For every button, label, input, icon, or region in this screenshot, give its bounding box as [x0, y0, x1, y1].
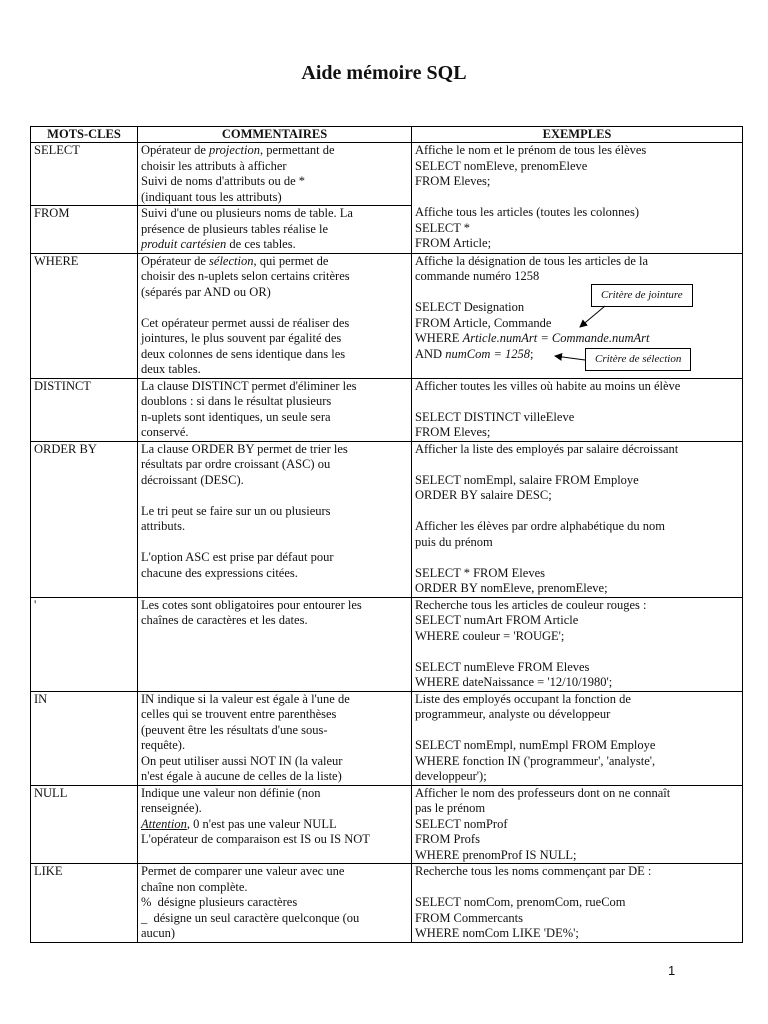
example-quote [412, 597, 743, 691]
comment-line: celles qui se trouvent entre parenthèses [141, 707, 337, 721]
example-text: AND [415, 346, 446, 361]
example-line: SELECT nomProf [415, 816, 508, 831]
comment-where [138, 253, 412, 378]
example-line: FROM Commercants [415, 910, 523, 925]
keyword-null: NULL [31, 785, 138, 864]
comment-null [138, 785, 412, 864]
example-line: Liste des employés occupant la fonction de [415, 691, 631, 706]
example-line: SELECT nomEmpl, numEmpl FROM Employe [415, 738, 656, 752]
example-line: Affiche la désignation de tous les articles de la [415, 253, 649, 268]
comment-line: chaînes de caractères et les dates. [141, 613, 308, 627]
comment-line: _ désigne un seul caractère quelconque (ou [141, 910, 360, 925]
comment-line: La clause DISTINCT permet d'éliminer les [141, 378, 357, 393]
callout-selection-criterion: Critère de sélection [585, 348, 691, 371]
example-line: SELECT * FROM Eleves [415, 565, 545, 580]
comment-line: résultats par ordre croissant (ASC) ou [141, 457, 331, 471]
comment-line: choisir des n-uplets selon certains critères [141, 269, 350, 283]
comment-line: Cet opérateur permet aussi de réaliser des [141, 315, 350, 330]
comment-line: attributs. [141, 519, 186, 533]
comment-in [138, 691, 412, 785]
keyword-distinct: DISTINCT [31, 378, 138, 441]
keyword-where: WHERE [31, 253, 138, 378]
header-exemples: EXEMPLES [412, 127, 743, 143]
comment-line: renseignée). [141, 801, 202, 815]
comment-line: Permet de comparer une valeur avec une [141, 864, 345, 878]
header-commentaires: COMMENTAIRES [138, 127, 412, 143]
example-null [412, 785, 743, 864]
example-line: SELECT DISTINCT villeEleve [415, 409, 575, 424]
example-line: SELECT nomEleve, prenomEleve [415, 158, 588, 173]
keyword-quote: ' [31, 597, 138, 691]
example-text: WHERE [415, 331, 463, 345]
comment-quote [138, 597, 412, 691]
keyword-like: LIKE [31, 864, 138, 943]
comment-line: On peut utiliser aussi NOT IN (la valeur [141, 753, 343, 768]
example-in [412, 691, 743, 785]
example-line: FROM Eleves; [415, 425, 491, 439]
keyword-select: SELECT [31, 143, 138, 206]
example-line: FROM Profs [415, 832, 480, 846]
page-number: 1 [668, 963, 676, 978]
table-row-order-by [31, 441, 743, 597]
comment-text: , permettant de [259, 143, 335, 157]
keyword-in: IN [31, 691, 138, 785]
example-line: pas le prénom [415, 801, 486, 815]
example-line: Recherche tous les noms commençant par DE : [415, 864, 652, 878]
comment-italic: sélection [209, 253, 254, 268]
example-line: WHERE couleur = 'ROUGE'; [415, 628, 565, 643]
example-line: Afficher le nom des professeurs dont on ne connaît [415, 785, 671, 800]
example-line: WHERE fonction IN ('programmeur', 'analyste', [415, 753, 656, 768]
callout-join-criterion: Critère de jointure [591, 284, 693, 307]
comment-italic: Attention [141, 816, 187, 831]
comment-like [138, 864, 412, 943]
example-line: developpeur'); [415, 769, 487, 783]
table-row-select [31, 143, 743, 206]
comment-order-by [138, 441, 412, 597]
comment-line: chaîne non complète. [141, 879, 248, 894]
header-mots-cles: MOTS-CLES [31, 127, 138, 143]
comment-italic: projection [209, 143, 260, 157]
comment-line: deux tables. [141, 362, 201, 376]
comment-line: Indique une valeur non définie (non [141, 785, 321, 800]
example-line: puis du prénom [415, 534, 493, 549]
table-row-in [31, 691, 743, 785]
comment-line: présence de plusieurs tables réalise le [141, 221, 329, 236]
comment-line: n-uplets sont identiques, un seule sera [141, 409, 331, 424]
example-line: WHERE dateNaissance = '12/10/1980'; [415, 675, 613, 689]
comment-from [138, 206, 412, 254]
example-line: SELECT numEleve FROM Eleves [415, 659, 590, 674]
example-order-by [412, 441, 743, 597]
comment-line: décroissant (DESC). [141, 472, 244, 487]
keyword-order-by: ORDER BY [31, 441, 138, 597]
example-line: WHERE prenomProf IS NULL; [415, 847, 577, 862]
comment-line: Les cotes sont obligatoires pour entourer les [141, 597, 362, 612]
comment-line: % désigne plusieurs caractères [141, 895, 298, 909]
comment-line: (séparés par AND ou OR) [141, 284, 271, 299]
example-line: SELECT numArt FROM Article [415, 613, 579, 627]
comment-text: Opérateur de [141, 253, 210, 268]
example-line: Affiche tous les articles (toutes les colonnes) [415, 205, 640, 219]
example-line: FROM Eleves; [415, 174, 491, 188]
table-row-quote [31, 597, 743, 691]
example-line: Affiche le nom et le prénom de tous les élèves [415, 143, 647, 157]
table-row-null [31, 785, 743, 864]
comment-text: Opérateur de [141, 143, 210, 157]
example-distinct [412, 378, 743, 441]
comment-distinct [138, 378, 412, 441]
comment-line: aucun) [141, 926, 176, 940]
comment-line: chacune des expressions citées. [141, 565, 298, 580]
example-line: SELECT nomEmpl, salaire FROM Employe [415, 472, 639, 487]
comment-line: Le tri peut se faire sur un ou plusieurs [141, 503, 331, 518]
comment-line: choisir les attributs à afficher [141, 158, 287, 173]
example-text: ; [530, 346, 534, 361]
example-line: Afficher les élèves par ordre alphabétique du nom [415, 519, 666, 533]
comment-line: (peuvent être les résultats d'une sous- [141, 722, 328, 737]
comment-text: de ces tables. [226, 237, 296, 251]
comment-italic: produit cartésien [141, 237, 227, 251]
comment-line: doublons : si dans le résultat plusieurs [141, 394, 332, 408]
example-select-from [412, 143, 743, 254]
sql-reference-table [30, 126, 743, 943]
table-header-row [31, 127, 743, 143]
comment-line: Suivi de noms d'attributs ou de * [141, 174, 306, 188]
example-line: FROM Article; [415, 236, 492, 250]
comment-line: IN indique si la valeur est égale à l'une de [141, 691, 350, 706]
example-line: SELECT Designation [415, 300, 525, 314]
example-italic: numCom = 1258 [445, 346, 531, 361]
example-line: ORDER BY nomEleve, prenomEleve; [415, 581, 608, 595]
example-line: SELECT * [415, 220, 470, 235]
table-row-like [31, 864, 743, 943]
example-line: Afficher la liste des employés par salaire décroissant [415, 441, 679, 456]
comment-line: Suivi d'une ou plusieurs noms de table. La [141, 206, 353, 220]
comment-select [138, 143, 412, 206]
comment-line: (indiquant tous les attributs) [141, 189, 282, 204]
example-line: Recherche tous les articles de couleur rouges : [415, 597, 647, 612]
example-line: commande numéro 1258 [415, 269, 540, 283]
example-line: programmeur, analyste ou développeur [415, 707, 611, 721]
comment-line: conservé. [141, 425, 189, 439]
document-title: Aide mémoire SQL [301, 62, 467, 84]
comment-text: , 0 n'est pas une valeur NULL [186, 816, 337, 831]
example-where [412, 253, 743, 378]
comment-line: n'est égale à aucune de celles de la liste) [141, 769, 342, 783]
comment-line: La clause ORDER BY permet de trier les [141, 441, 348, 456]
comment-line: requête). [141, 738, 186, 752]
comment-line: jointures, le plus souvent par égalité des [141, 331, 342, 345]
comment-text: , qui permet de [253, 253, 329, 268]
comment-line: deux colonnes de sens identique dans les [141, 346, 346, 361]
example-italic: Article.numArt = Commande.numArt [462, 331, 650, 345]
example-line: ORDER BY salaire DESC; [415, 488, 552, 502]
table-row-distinct [31, 378, 743, 441]
comment-line: L'option ASC est prise par défaut pour [141, 550, 334, 564]
example-line: FROM Article, Commande [415, 315, 552, 330]
keyword-from: FROM [31, 206, 138, 254]
example-line: Afficher toutes les villes où habite au moins un élève [415, 378, 681, 393]
example-line: SELECT nomCom, prenomCom, rueCom [415, 895, 626, 909]
example-like [412, 864, 743, 943]
example-line: WHERE nomCom LIKE 'DE%'; [415, 926, 579, 940]
comment-line: L'opérateur de comparaison est IS ou IS NOT [141, 832, 370, 846]
